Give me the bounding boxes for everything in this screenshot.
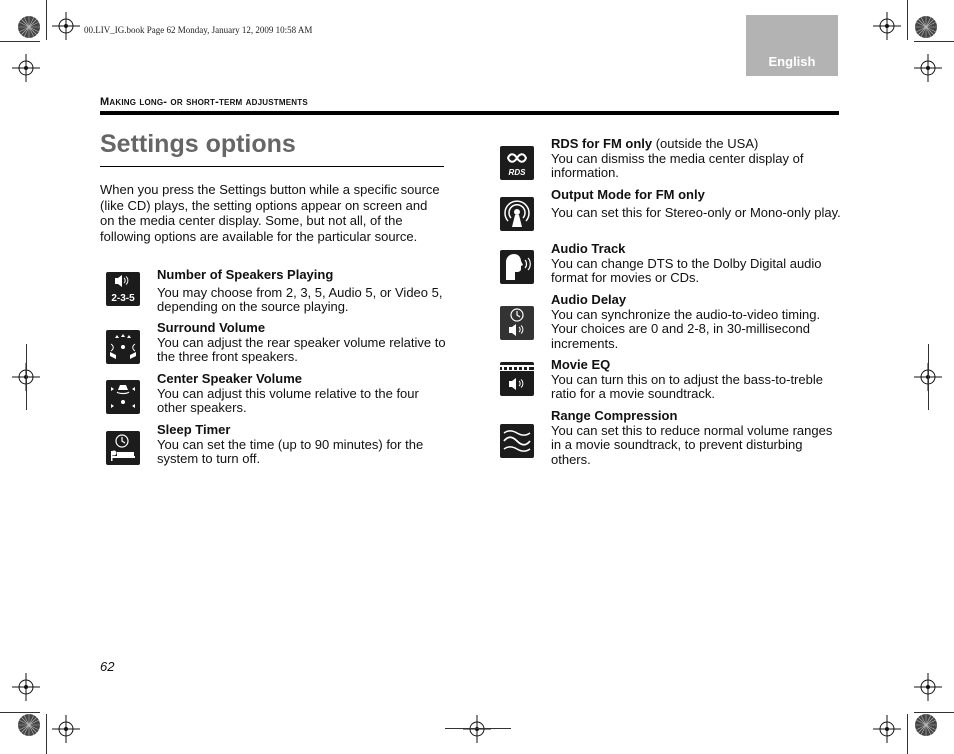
option-description: You can adjust the rear speaker volume relative to the three front speakers. [157,334,446,365]
corner-disc-mark [17,713,41,737]
option-description: You can turn this on to adjust the bass-to-treble ratio for a movie soundtrack. [551,371,823,402]
registration-mark [463,715,491,743]
file-info: 00.LIV_IG.book Page 62 Monday, January 12, 2009 10:58 AM [84,25,313,35]
option-title: Movie EQ [551,357,611,372]
section-header: Making long- or short-term adjustments [100,96,308,108]
option-description: You can set this to reduce normal volume ranges in a movie soundtrack, to prevent disturbing others. [551,422,833,467]
trim-line [445,728,511,729]
option-description: You can adjust this volume relative to the four other speakers. [157,385,419,416]
option-title: RDS for FM only [551,136,653,151]
option-description: You can change DTS to the Dolby Digital audio format for movies or CDs. [551,255,822,286]
speakers-icon-text: 2-3-5 [111,293,135,304]
option-title: Sleep Timer [157,422,231,437]
registration-mark [52,715,80,743]
registration-mark [914,54,942,82]
option-description: You can set the time (up to 90 minutes) for the system to turn off. [157,436,424,467]
registration-mark [52,12,80,40]
audio-track-icon [500,250,534,284]
option-description: You can dismiss the media center display of information. [551,150,804,181]
title-rule [100,166,444,167]
registration-mark [12,54,40,82]
option-title: Center Speaker Volume [157,371,302,386]
trim-line [46,714,47,754]
page-number: 62 [100,659,115,674]
trim-line [46,0,47,40]
option-title: Range Compression [551,408,678,423]
trim-line [914,712,954,713]
audio-delay-icon [500,306,534,340]
trim-line [914,41,954,42]
option-title: Number of Speakers Playing [157,267,334,282]
registration-mark [914,673,942,701]
option-description: You can set this for Stereo-only or Mono-only play. [551,204,841,220]
range-compression-icon [500,424,534,458]
center-speaker-icon [106,380,140,414]
sleep-timer-icon [106,431,140,465]
option-description: You may choose from 2, 3, 5, Audio 5, or Video 5, depending on the source playing. [157,284,443,315]
rds-icon-text: RDS [508,168,526,177]
option-title: Surround Volume [157,320,266,335]
movie-eq-icon [500,362,534,396]
registration-mark [873,12,901,40]
option-title-suffix: (outside the USA) [652,136,759,151]
speakers-count-icon [106,272,140,306]
corner-disc-mark [914,15,938,39]
trim-line [0,41,40,42]
rds-icon [500,146,534,180]
trim-line [0,712,40,713]
language-tab [746,15,838,76]
option-title: Output Mode for FM only [551,187,705,202]
trim-line [26,344,27,410]
trim-line [907,0,908,40]
registration-mark [12,673,40,701]
corner-disc-mark [17,15,41,39]
corner-disc-mark [914,713,938,737]
surround-volume-icon [106,330,140,364]
trim-line [907,714,908,754]
header-rule [100,111,839,115]
trim-line [928,344,929,410]
intro-paragraph: When you press the Settings button while a specific source (like CD) plays, the setting options appear on screen and on the media center display. Some, but not all, of the following options are available for the particular source. [100,182,440,244]
option-description: You can synchronize the audio-to-video timing. Your choices are 0 and 2-8, in 30-millisecond increments. [551,306,821,351]
language-tab-label: English [768,54,816,69]
page-title: Settings options [100,130,296,158]
option-title: Audio Track [551,241,626,256]
option-title: Audio Delay [551,292,627,307]
output-mode-icon [500,197,534,231]
registration-mark [873,715,901,743]
